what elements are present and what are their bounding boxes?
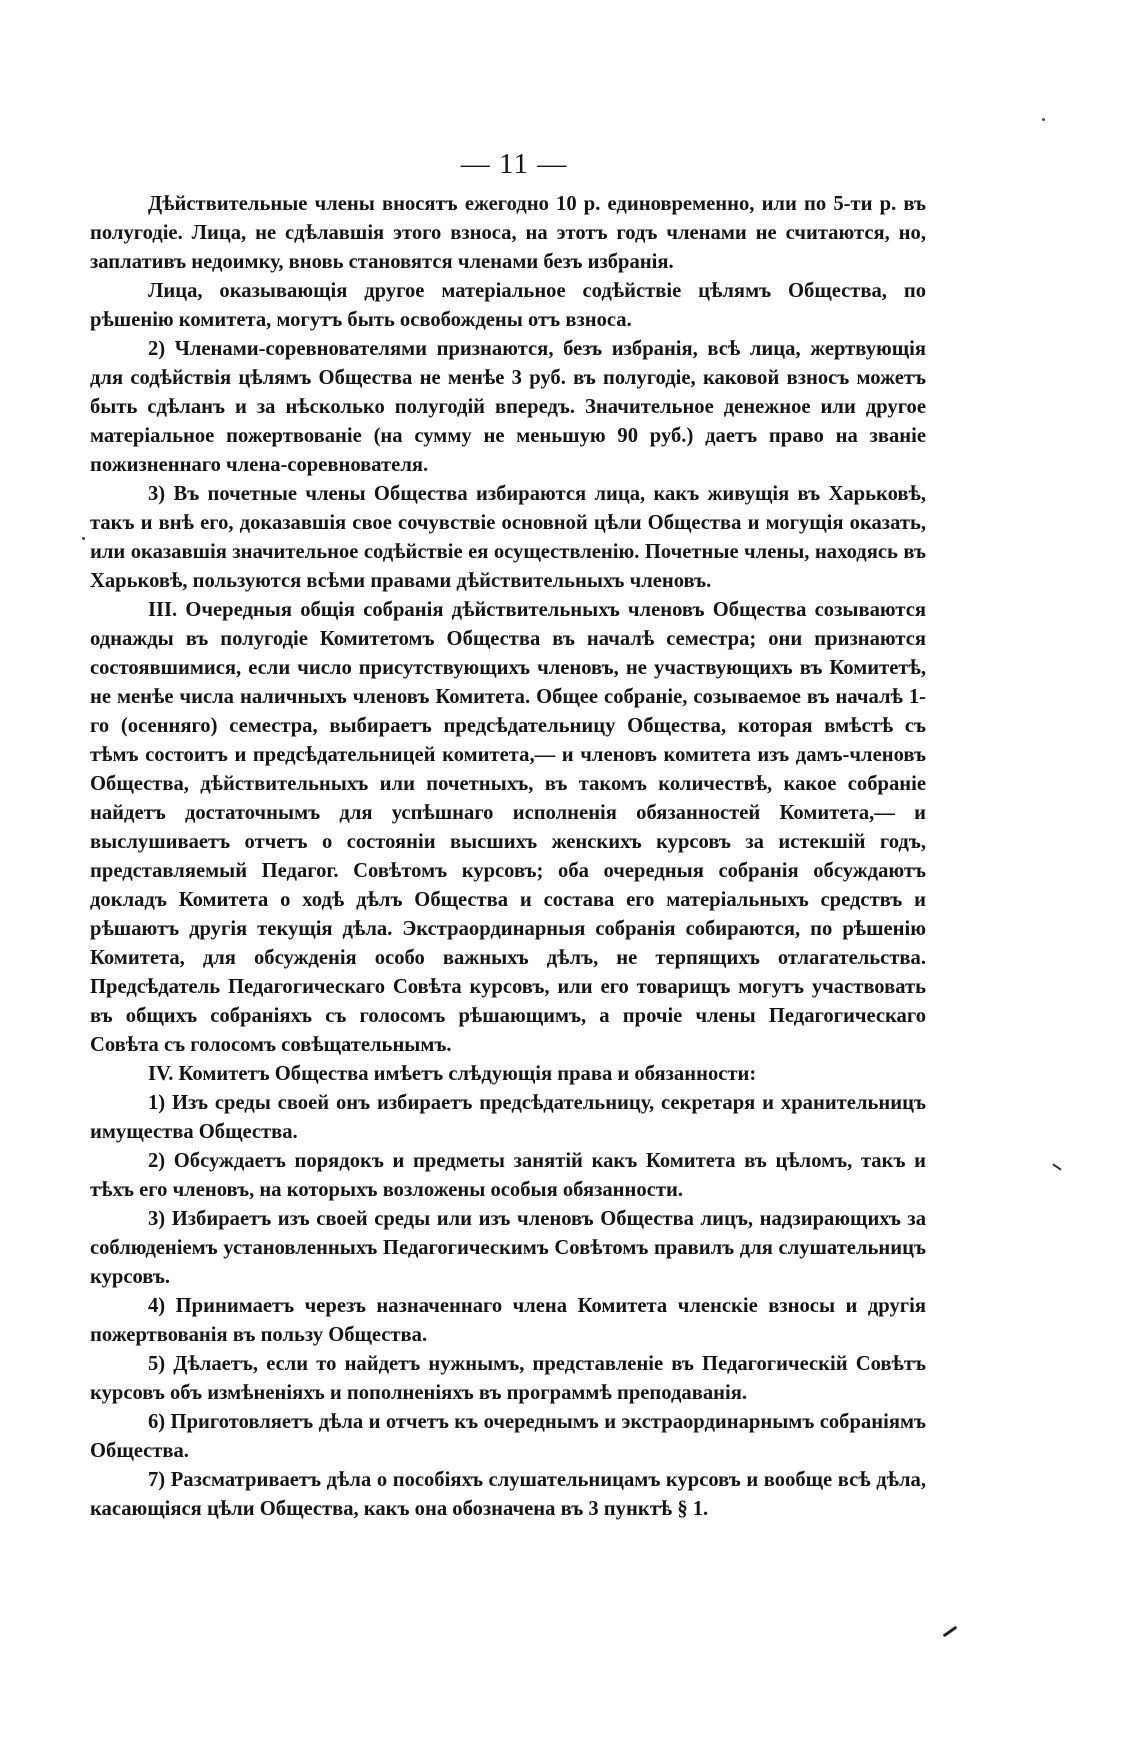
body-text	[90, 190, 926, 1524]
paragraph-honorary-members: 3) Въ почетные члены Общества избираются лица, какъ живущія въ Харьковѣ, такъ и внѣ его, доказавшія свое сочувствіе основной цѣли Общества и могущія оказать, или оказавшія значительное содѣйствіе ея осуществленію. Почетные члены, находясь въ Харьковѣ, пользуются всѣми правами дѣйствительныхъ членовъ.	[90, 483, 926, 592]
paragraph-committee-item-7: 7) Разсматриваетъ дѣла о пособіяхъ слушательницамъ курсовъ и вообще всѣ дѣла, касающіяся цѣли Общества, какъ она обозначена въ 3 пунктѣ § 1.	[90, 1469, 926, 1520]
pencil-tick-mark	[943, 1626, 958, 1638]
paragraph-committee-item-1: 1) Изъ среды своей онъ избираетъ предсѣдательницу, секретаря и хранительницъ имущества Общества.	[90, 1092, 926, 1143]
paragraph-material-aid: Лица, оказывающія другое матеріальное содѣйствіе цѣлямъ Общества, по рѣшенію комитета, могутъ быть освобождены отъ взноса.	[90, 280, 926, 331]
scan-mark	[1052, 1163, 1061, 1170]
paragraph-committee-item-5: 5) Дѣлаетъ, если то найдетъ нужнымъ, представленіе въ Педагогическій Совѣтъ курсовъ объ измѣненіяхъ и пополненіяхъ въ программѣ преподаванія.	[90, 1353, 926, 1404]
paragraph-general-meetings: III. Очередныя общія собранія дѣйствительныхъ членовъ Общества созываются однажды въ полугодіе Комитетомъ Общества въ началѣ семестра; они признаются состоявшимися, если число присутствующихъ членовъ, не участвующихъ въ Комитетѣ, не менѣе числа наличныхъ членовъ Комитета. Общее собраніе, созываемое въ началѣ 1-го (осенняго) семестра, выбираетъ предсѣдательницу Общества, которая вмѣстѣ съ тѣмъ состоитъ и предсѣдательницей комитета,— и членовъ комитета изъ дамъ-членовъ Общества, дѣйствительныхъ или почетныхъ, въ такомъ количествѣ, какое собраніе найдетъ достаточнымъ для успѣшнаго исполненія обязанностей Комитета,— и выслушиваетъ отчетъ о состояніи высшихъ женскихъ курсовъ за истекшій годъ, представляемый Педагог. Совѣтомъ курсовъ; оба очередныя собранія обсуждаютъ докладъ Комитета о ходѣ дѣлъ Общества и состава его матеріальныхъ средствъ и рѣшаютъ другія текущія дѣла. Экстраординарныя собранія собираются, по рѣшенію Комитета, для обсужденія особо важныхъ дѣлъ, не терпящихъ отлагательства. Предсѣдатель Педагогическаго Совѣта курсовъ, или его товарищъ могутъ участвовать въ общихъ собраніяхъ съ голосомъ рѣшающимъ, а прочіе члены Педагогическаго Совѣта съ голосомъ совѣщательнымъ.	[90, 599, 926, 1056]
paragraph-committee-item-3: 3) Избираетъ изъ своей среды или изъ членовъ Общества лицъ, надзирающихъ за соблюденіемъ установленныхъ Педагогическимъ Совѣтомъ правилъ для слушательницъ курсовъ.	[90, 1208, 926, 1288]
paragraph-committee-item-4: 4) Принимаетъ черезъ назначеннаго члена Комитета членскіе взносы и другія пожертвованія въ пользу Общества.	[90, 1295, 926, 1346]
page-number: — 11 —	[460, 148, 568, 180]
paragraph-committee-item-6: 6) Приготовляетъ дѣла и отчетъ къ очереднымъ и экстраординарнымъ собраніямъ Общества.	[90, 1411, 926, 1462]
paragraph-committee-item-2: 2) Обсуждаетъ порядокъ и предметы занятій какъ Комитета въ цѣломъ, такъ и тѣхъ его членовъ, на которыхъ возложены особыя обязанности.	[90, 1150, 926, 1201]
paragraph-committee-rights-heading: IV. Комитетъ Общества имѣетъ слѣдующія права и обязанности:	[148, 1063, 757, 1085]
paragraph-dues: Дѣйствительные члены вносятъ ежегодно 10 р. единовременно, или по 5-ти р. въ полугодіе. Лица, не сдѣлавшія этого взноса, на этотъ годъ членами не считаются, но, заплативъ недоимку, вновь становятся членами безъ избранія.	[90, 193, 926, 273]
scan-speck	[82, 537, 85, 540]
scan-speck	[1042, 118, 1045, 121]
paragraph-competitor-members: 2) Членами-соревнователями признаются, безъ избранія, всѣ лица, жертвующія для содѣйствія цѣлямъ Общества не менѣе 3 руб. въ полугодіе, каковой взносъ можетъ быть сдѣланъ и за нѣсколько полугодій впередъ. Значительное денежное или другое матеріальное пожертвованіе (на сумму не меньшую 90 руб.) даетъ право на званіе пожизненнаго члена-соревнователя.	[90, 338, 926, 476]
